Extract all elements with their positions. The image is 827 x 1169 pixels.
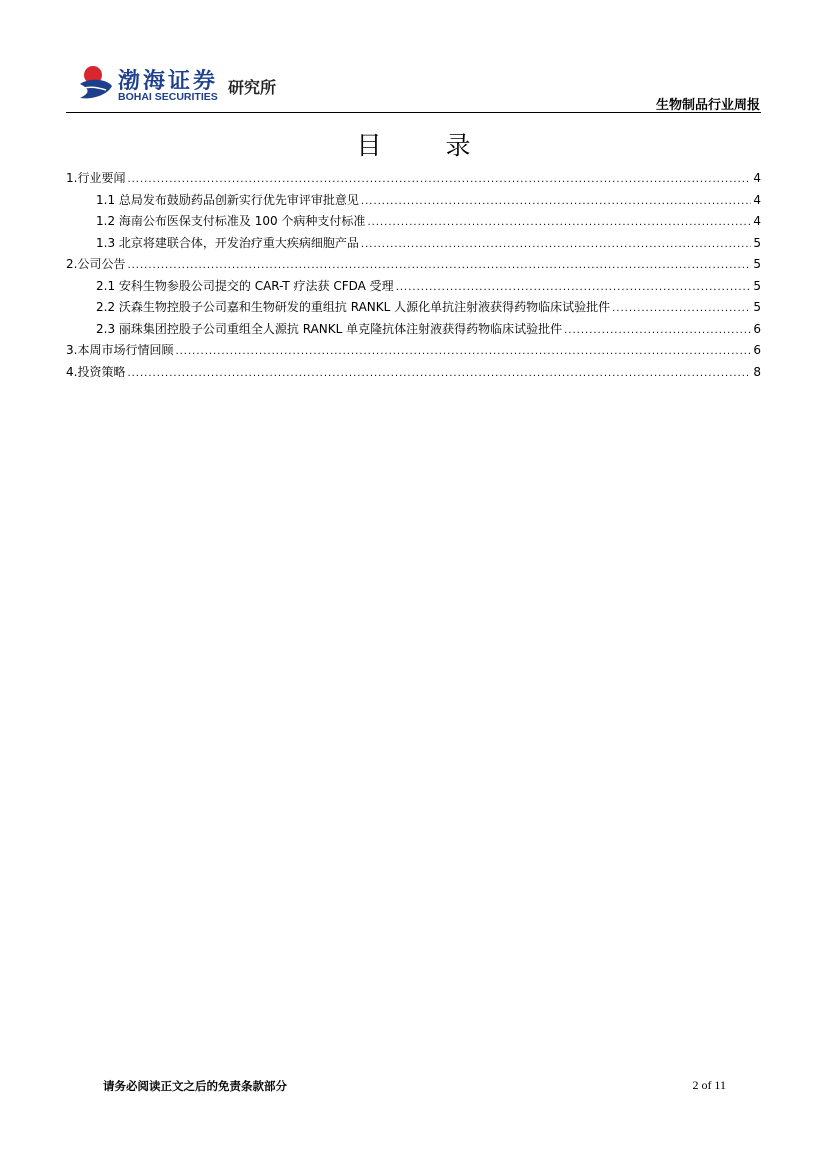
toc-entry-text: 2.公司公告 xyxy=(66,257,126,271)
toc-leader-dots xyxy=(127,260,751,271)
toc-leader-dots xyxy=(396,282,752,293)
toc-entry[interactable] xyxy=(66,363,761,385)
toc-entry[interactable] xyxy=(66,234,761,256)
toc-leader-dots xyxy=(564,325,751,336)
toc-entry-text: 1.1 总局发布鼓励药品创新实行优先审评审批意见 xyxy=(96,192,359,207)
toc-entry-page: 5 xyxy=(753,300,761,314)
toc-entry[interactable] xyxy=(66,255,761,277)
page-number: 2 of 11 xyxy=(692,1078,726,1092)
logo-chinese-name: 渤海证券 xyxy=(118,68,219,94)
toc-entry-page: 5 xyxy=(753,278,761,293)
toc-entry-text: 1.3 北京将建联合体，开发治疗重大疾病细胞产品 xyxy=(96,235,359,250)
toc-entry[interactable] xyxy=(66,212,761,234)
toc-entry-text: 2.1 安科生物参股公司提交的 CAR-T 疗法获 CFDA 受理 xyxy=(96,278,394,293)
toc-entry-page: 5 xyxy=(753,235,761,250)
toc-leader-dots xyxy=(361,196,751,207)
report-type: 生物制品行业周报 xyxy=(655,98,760,113)
disclaimer-note: 请务必阅读正文之后的免责条款部分 xyxy=(103,1079,287,1093)
toc-entry-text: 2.2 沃森生物控股子公司嘉和生物研发的重组抗 RANKL 人源化单抗注射液获得药物临床试验批件 xyxy=(96,300,611,314)
toc-entry[interactable] xyxy=(66,277,761,299)
bohai-logo-icon xyxy=(78,64,114,104)
toc-leader-dots xyxy=(127,174,751,185)
toc-title: 目 录 xyxy=(356,131,499,160)
toc-entry[interactable] xyxy=(66,298,761,320)
toc-entry-text: 1.2 海南公布医保支付标准及 100 个病种支付标准 xyxy=(96,214,366,228)
toc-entry-page: 4 xyxy=(753,192,761,207)
toc-entry[interactable] xyxy=(66,320,761,342)
toc-entry[interactable] xyxy=(66,191,761,213)
toc-leader-dots xyxy=(367,217,751,228)
toc-leader-dots xyxy=(127,368,751,379)
toc-entry-text: 2.3 丽珠集团控股子公司重组全人源抗 RANKL 单克隆抗体注射液获得药物临床试验批件 xyxy=(96,321,563,336)
company-logo xyxy=(78,64,318,108)
logo-english-name: BOHAI SECURITIES xyxy=(118,91,218,103)
toc-entry[interactable] xyxy=(66,341,761,363)
toc-entry-page: 8 xyxy=(753,364,761,379)
toc-leader-dots xyxy=(175,346,751,357)
table-of-contents xyxy=(66,169,761,384)
toc-leader-dots xyxy=(361,239,751,250)
toc-entry-page: 6 xyxy=(753,343,761,357)
toc-entry-page: 5 xyxy=(753,257,761,271)
toc-entry-page: 4 xyxy=(753,214,761,228)
toc-entry-page: 4 xyxy=(753,171,761,185)
header-divider xyxy=(66,112,761,113)
toc-leader-dots xyxy=(612,303,751,314)
institute-name: 研究所 xyxy=(228,78,277,97)
toc-entry-text: 4.投资策略 xyxy=(66,364,126,379)
toc-entry-page: 6 xyxy=(753,321,761,336)
toc-entry-text: 3.本周市场行情回顾 xyxy=(66,343,174,357)
toc-entry[interactable] xyxy=(66,169,761,191)
toc-entry-text: 1.行业要闻 xyxy=(66,171,126,185)
